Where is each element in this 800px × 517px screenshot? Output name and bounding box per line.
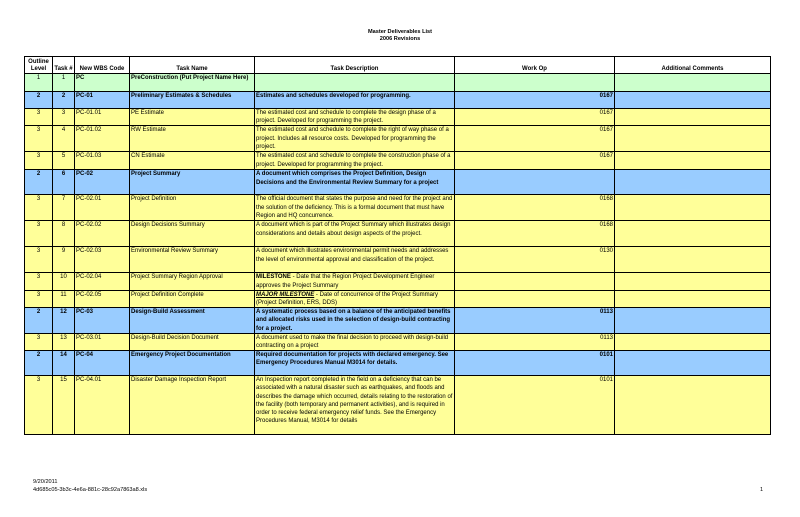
cell-desc: The estimated cost and schedule to complete the right of way phase of a project. Includes all resource costs. Developed for programming the project. <box>255 126 455 152</box>
cell-desc: The official document that states the purpose and need for the project and the solution of the deficiency. This is a formal document that must have Region and HQ concurrence. <box>255 195 455 221</box>
table-row <box>25 126 771 152</box>
cell-wbs: PC-02.03 <box>75 247 130 273</box>
table-row <box>25 109 771 126</box>
cell-desc: A document which illustrates environmental permit needs and addresses the level of environmental approval and classification of the project. <box>255 247 455 273</box>
cell-name: Disaster Damage Inspection Report <box>130 376 255 435</box>
cell-name: CN Estimate <box>130 152 255 170</box>
cell-comments <box>615 74 771 92</box>
cell-outline: 3 <box>25 376 53 435</box>
cell-desc: An Inspection report completed in the field on a deficiency that can be associated with a natural disaster such as earthquakes, and floods and describes the damage which occurred, details relating to the restoration of the facility (both temporary and permanent activities), and is required in order to receive federal emergency relief funds. See the Emergency Procedures Manual, M3014 for details <box>255 376 455 435</box>
table-row <box>25 273 771 290</box>
cell-name: PreConstruction (Put Project Name Here) <box>130 74 255 92</box>
cell-name: RW Estimate <box>130 126 255 152</box>
cell-workop: 0101 <box>455 376 615 435</box>
cell-comments <box>615 170 771 195</box>
cell-name: Design-Build Decision Document <box>130 333 255 350</box>
cell-desc: A document which is part of the Project Summary which illustrates design considerations and details about design aspects of the project. <box>255 221 455 247</box>
cell-workop <box>455 273 615 290</box>
cell-comments <box>615 376 771 435</box>
cell-task: 14 <box>53 351 75 376</box>
cell-workop <box>455 290 615 307</box>
cell-task: 11 <box>53 290 75 307</box>
footer-page-number: 1 <box>760 487 764 493</box>
cell-outline: 1 <box>25 74 53 92</box>
cell-desc <box>255 290 455 307</box>
deliverables-table <box>24 56 771 435</box>
cell-comments <box>615 109 771 126</box>
cell-outline: 3 <box>25 221 53 247</box>
cell-name: Project Definition Complete <box>130 290 255 307</box>
cell-task: 3 <box>53 109 75 126</box>
footer-date: 9/20/2011 <box>33 479 58 485</box>
cell-name: Environmental Review Summary <box>130 247 255 273</box>
cell-wbs: PC-04.01 <box>75 376 130 435</box>
cell-outline: 3 <box>25 152 53 170</box>
table-row <box>25 290 771 307</box>
milestone-label: MILESTONE <box>256 274 291 281</box>
cell-task: 2 <box>53 92 75 109</box>
header-task-name: Task Name <box>130 57 255 74</box>
table-row <box>25 333 771 350</box>
cell-comments <box>615 152 771 170</box>
cell-workop: 0168 <box>455 195 615 221</box>
milestone-text: - Date of concurrence of the Project Summary (Project Definition, ERS, DDS) <box>256 291 438 307</box>
cell-desc <box>255 273 455 290</box>
cell-comments <box>615 92 771 109</box>
cell-wbs: PC-02.05 <box>75 290 130 307</box>
header-additional-comments: Additional Comments <box>615 57 771 74</box>
cell-workop <box>455 74 615 92</box>
table-row <box>25 247 771 273</box>
document-subtitle: 2006 Revisions <box>379 36 421 42</box>
cell-task: 5 <box>53 152 75 170</box>
cell-task: 7 <box>53 195 75 221</box>
cell-outline: 3 <box>25 126 53 152</box>
cell-desc: The estimated cost and schedule to complete the construction phase of a project. Developed for programming the project. <box>255 152 455 170</box>
cell-comments <box>615 290 771 307</box>
cell-wbs: PC-04 <box>75 351 130 376</box>
cell-comments <box>615 351 771 376</box>
cell-wbs: PC-03.01 <box>75 333 130 350</box>
table-row <box>25 195 771 221</box>
cell-workop: 0167 <box>455 92 615 109</box>
cell-wbs: PC-01 <box>75 92 130 109</box>
cell-desc: A document used to make the final decision to proceed with design-build contracting on a project <box>255 333 455 350</box>
cell-workop: 0113 <box>455 308 615 334</box>
cell-comments <box>615 195 771 221</box>
cell-outline: 3 <box>25 109 53 126</box>
cell-outline: 3 <box>25 247 53 273</box>
cell-comments <box>615 308 771 334</box>
table-row <box>25 308 771 334</box>
cell-wbs: PC-01.02 <box>75 126 130 152</box>
cell-comments <box>615 247 771 273</box>
cell-name: Design-Build Assessment <box>130 308 255 334</box>
cell-outline: 3 <box>25 290 53 307</box>
cell-desc: The estimated cost and schedule to complete the design phase of a project. Developed for programming the project. <box>255 109 455 126</box>
cell-desc: Required documentation for projects with declared emergency. See Emergency Procedures Manual M3014 for details. <box>255 351 455 376</box>
cell-workop: 0113 <box>455 333 615 350</box>
cell-outline: 2 <box>25 351 53 376</box>
table-row <box>25 152 771 170</box>
cell-wbs: PC-02.02 <box>75 221 130 247</box>
cell-outline: 3 <box>25 195 53 221</box>
cell-wbs: PC-03 <box>75 308 130 334</box>
cell-outline: 3 <box>25 273 53 290</box>
cell-workop: 0101 <box>455 351 615 376</box>
header-row <box>25 57 771 74</box>
cell-comments <box>615 273 771 290</box>
cell-desc <box>255 74 455 92</box>
cell-workop: 0167 <box>455 152 615 170</box>
cell-workop: 0130 <box>455 247 615 273</box>
table-row <box>25 351 771 376</box>
table-row <box>25 74 771 92</box>
header-task-number: Task # <box>53 57 75 74</box>
cell-outline: 2 <box>25 170 53 195</box>
cell-outline: 2 <box>25 92 53 109</box>
cell-desc: A systematic process based on a balance of the anticipated benefits and allocated risks used in the selection of design-build contracting for a project. <box>255 308 455 334</box>
milestone-text: - Date that the Region Project Development Engineer approves the Project Summary <box>256 274 435 289</box>
cell-comments <box>615 221 771 247</box>
cell-desc: Estimates and schedules developed for programming. <box>255 92 455 109</box>
cell-name: PE Estimate <box>130 109 255 126</box>
major-milestone-label: MAJOR MILESTONE <box>256 291 315 298</box>
cell-wbs: PC <box>75 74 130 92</box>
document-title: Master Deliverables List <box>367 29 433 35</box>
cell-name: Project Definition <box>130 195 255 221</box>
cell-name: Project Summary Region Approval <box>130 273 255 290</box>
header-outline-level: Outline Level <box>25 57 53 74</box>
cell-task: 8 <box>53 221 75 247</box>
cell-name: Design Decisions Summary <box>130 221 255 247</box>
header-wbs-code: New WBS Code <box>75 57 130 74</box>
cell-task: 9 <box>53 247 75 273</box>
cell-name: Emergency Project Documentation <box>130 351 255 376</box>
cell-wbs: PC-01.03 <box>75 152 130 170</box>
cell-name: Preliminary Estimates & Schedules <box>130 92 255 109</box>
cell-wbs: PC-02.04 <box>75 273 130 290</box>
table-row <box>25 170 771 195</box>
cell-workop: 0168 <box>455 221 615 247</box>
cell-task: 4 <box>53 126 75 152</box>
cell-wbs: PC-01.01 <box>75 109 130 126</box>
cell-outline: 2 <box>25 308 53 334</box>
cell-task: 1 <box>53 74 75 92</box>
header-task-description: Task Description <box>255 57 455 74</box>
footer-filename: 4d685c05-3b3c-4e6a-881c-28c92a7863a8.xls <box>33 487 148 493</box>
cell-comments <box>615 126 771 152</box>
cell-name: Project Summary <box>130 170 255 195</box>
header-work-op: Work Op <box>455 57 615 74</box>
cell-task: 12 <box>53 308 75 334</box>
cell-wbs: PC-02 <box>75 170 130 195</box>
cell-task: 10 <box>53 273 75 290</box>
cell-task: 6 <box>53 170 75 195</box>
cell-wbs: PC-02.01 <box>75 195 130 221</box>
cell-task: 15 <box>53 376 75 435</box>
table-row <box>25 92 771 109</box>
cell-desc: A document which comprises the Project Definition, Design Decisions and the Environmental Review Summary for a project <box>255 170 455 195</box>
cell-outline: 3 <box>25 333 53 350</box>
cell-workop: 0167 <box>455 126 615 152</box>
table-row <box>25 221 771 247</box>
table-row <box>25 376 771 435</box>
cell-comments <box>615 333 771 350</box>
cell-task: 13 <box>53 333 75 350</box>
cell-workop <box>455 170 615 195</box>
cell-workop: 0167 <box>455 109 615 126</box>
